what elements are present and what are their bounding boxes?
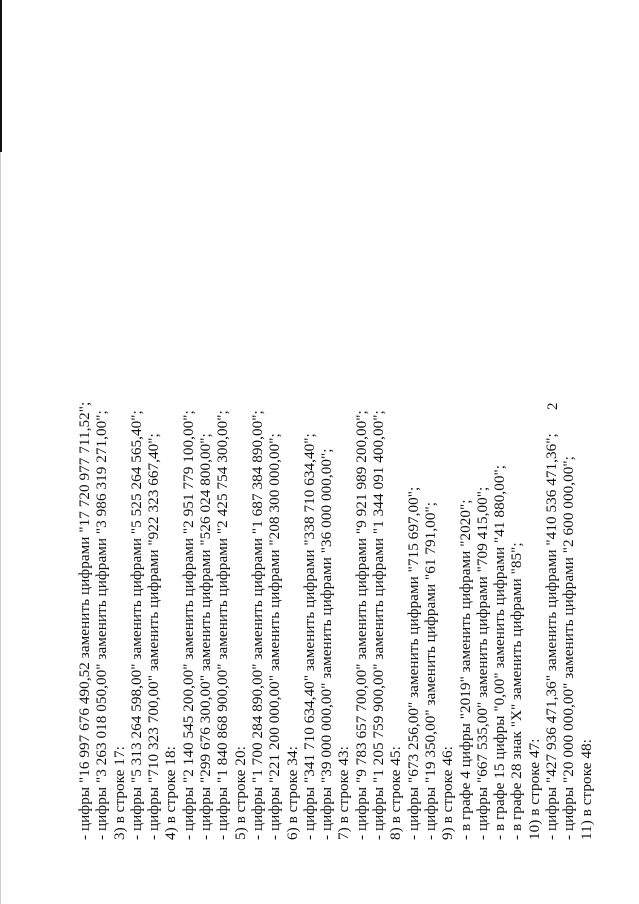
list-item: - цифры "19 350,00" заменить цифрами "61 791,00"; — [421, 502, 439, 840]
list-item: - цифры "9 783 657 700,00" заменить цифрами "9 921 989 200,00"; — [352, 410, 370, 840]
list-item: - цифры "20 000 000,00" заменить цифрами "2 600 000,00"; — [560, 456, 578, 840]
list-item: 6) в строке 34: — [283, 746, 301, 840]
list-item: - в графе 4 цифры "2019" заменить цифрами "2020"; — [456, 499, 474, 840]
list-item: - цифры "39 000 000,00" заменить цифрами "36 000 000,00"; — [318, 448, 336, 840]
list-item: - цифры "221 200 000,00" заменить цифрами "208 300 000,00"; — [266, 433, 284, 840]
list-item: - цифры "299 676 300,00" заменить цифрами "526 024 800,00"; — [197, 433, 215, 840]
list-item: - в графе 15 цифры "0,00" заменить цифрами "41 880,00"; — [491, 464, 509, 840]
list-item: - цифры "1 205 759 900,00" заменить цифрами "1 344 091 400,00"; — [370, 410, 388, 840]
list-item: - цифры "341 710 634,40" заменить цифрами "338 710 634,40"; — [300, 433, 318, 840]
list-item: 5) в строке 20: — [231, 746, 249, 840]
list-item: 9) в строке 46: — [439, 746, 457, 840]
list-item: - цифры "1 700 284 890,00" заменить цифрами "1 687 384 890,00"; — [248, 410, 266, 840]
amendment-list — [76, 402, 595, 840]
list-item: 8) в строке 45: — [387, 746, 405, 840]
list-item: - цифры "3 263 018 050,00" заменить цифрами "3 986 319 271,00"; — [93, 410, 111, 840]
list-item: - цифры "427 936 471,36" заменить цифрами "410 536 471,36"; — [543, 433, 561, 840]
list-item: 4) в строке 18: — [162, 746, 180, 840]
list-item: - в графе 28 знак "X" заменить цифрами "85"; — [508, 542, 526, 840]
list-item: 3) в строке 17: — [110, 746, 128, 840]
scan-edge-shadow — [0, 0, 2, 152]
list-item: - цифры "710 323 700,00" заменить цифрами "922 323 667,40"; — [145, 433, 163, 840]
list-item: 7) в строке 43: — [335, 746, 353, 840]
list-item: - цифры "673 256,00" заменить цифрами "715 697,00"; — [404, 486, 422, 840]
list-item: - цифры "1 840 868 900,00" заменить цифрами "2 425 754 300,00"; — [214, 410, 232, 840]
scan-edge-line — [0, 152, 1, 904]
list-item: - цифры "5 313 264 598,00" заменить цифрами "5 525 264 565,40"; — [127, 410, 145, 840]
list-item: - цифры "2 140 545 200,00" заменить цифрами "2 951 779 100,00"; — [179, 410, 197, 840]
rotated-content — [76, 0, 596, 840]
list-item: 10) в строке 47: — [525, 738, 543, 840]
list-item: - цифры "16 997 676 490,52 заменить цифрами "17 720 977 711,52"; — [76, 401, 93, 840]
list-item: 11) в строке 48: — [577, 739, 595, 840]
page-number: 2 — [545, 402, 561, 410]
list-item: - цифры "667 535,00" заменить цифрами "709 415,00"; — [473, 486, 491, 840]
